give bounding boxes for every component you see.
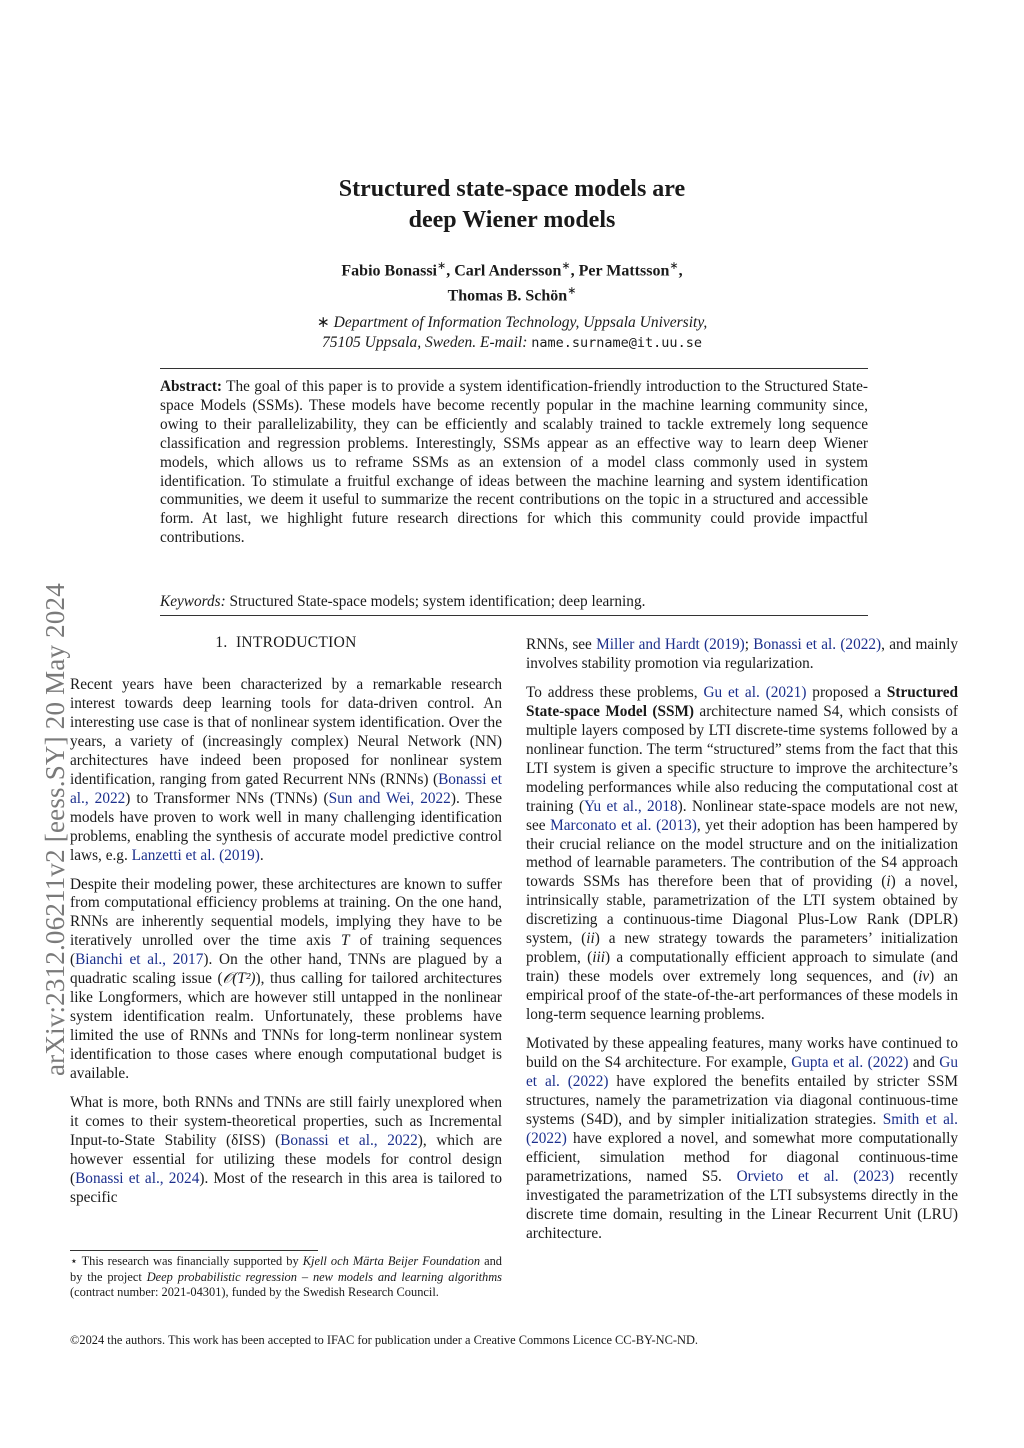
text-run: Recent years have been characterized by a remarkable research interest towards deep learning tools for data-driven control. An interesting use case is that of nonlinear system identification. Over the years, a variety of (increasingly complex) Neural Network (NN) architectures have indeed been proposed for nonlinear system identification, ranging from gated Recurrent NNs (RNNs) (	[70, 676, 502, 788]
text-run: ;	[744, 636, 754, 653]
author-separator: ,	[678, 262, 683, 280]
section-heading	[70, 634, 502, 652]
affiliation-text-2: 75105 Uppsala, Sweden. E-mail:	[322, 334, 528, 351]
email-address: name.surname@it.uu.se	[531, 335, 702, 351]
italic-text: 𝒪(T²)	[222, 970, 256, 988]
author-affiliation-mark: ∗	[669, 260, 679, 272]
text-run: ) an empirical proof of the state-of-the-art performances of these models in long-term sequence learning problems.	[526, 968, 959, 1024]
paragraph	[70, 876, 502, 1084]
copyright-notice: ©2024 the authors. This work has been accepted to IFAC for publication under a Creative Commons Licence CC-BY-NC-ND.	[70, 1333, 698, 1347]
text-run: and	[908, 1054, 940, 1072]
citation: Smith et al. (2022)	[526, 1110, 958, 1147]
authors-line-2	[192, 281, 832, 306]
text-run: ) to Transformer NNs (TNNs) (	[125, 789, 329, 807]
paragraph	[526, 1035, 958, 1243]
authors-line-1	[192, 256, 832, 281]
text-run: .	[259, 846, 264, 864]
footnote	[70, 1254, 502, 1301]
paper-title	[192, 174, 832, 236]
keywords-bottom-rule	[160, 615, 868, 616]
affiliation-line-2	[192, 333, 832, 353]
section-title: INTRODUCTION	[235, 634, 357, 651]
text-run: ). On the other hand, TNNs are plagued by a quadratic scaling issue (	[70, 951, 502, 988]
citation: Gu et al. (2021)	[703, 683, 807, 701]
author-name: Thomas B. Schön	[447, 287, 568, 305]
citation: Bonassi et al., 2022	[280, 1131, 418, 1149]
citation: Lanzetti et al. (2019)	[131, 846, 260, 864]
footnote-rule	[70, 1250, 318, 1251]
text-run: ), thus calling for tailored architectures like Longformers, which are however still untapped in the nonlinear system identification realm. Unfortunately, these problems have limited the use of RNNs and TNNs for long-term nonlinear system identification to those cases where enough computational budget is available.	[70, 970, 502, 1083]
text-run: ). Nonlinear state-space models are not new, see	[526, 797, 958, 834]
italic-text: i	[886, 873, 891, 891]
citation: Bonassi et al. (2022)	[753, 636, 882, 653]
text-run: ). Most of the research in this area is tailored to specific	[70, 1169, 502, 1206]
italic-text: iv	[918, 968, 930, 986]
author-name: Carl Andersson	[454, 262, 562, 280]
text-run: ) a novel, intrinsically stable, parametrization of the LTI system obtained by discretizing a continuous-time Diagonal Plus-Low Rank (DPLR) system, (	[526, 873, 958, 948]
text-run: have explored the benefits entailed by stricter SSM structures, namely the parametrization via diagonal continuous-time systems (S4D), and by simpler initialization strategies.	[526, 1072, 958, 1128]
text-run: of training sequences (	[70, 932, 502, 969]
affiliation-mark: ∗	[316, 314, 330, 331]
author-separator: ,	[446, 262, 455, 280]
citation: Marconato et al. (2013)	[550, 816, 697, 834]
affiliation-line-1	[192, 313, 832, 333]
right-column	[526, 636, 958, 1254]
italic-text: iii	[592, 949, 605, 967]
citation: Gu et al. (2022)	[526, 1054, 958, 1090]
arxiv-identifier: arXiv:2312.06211v2 [eess.SY] 20 May 2024	[40, 583, 70, 1076]
paragraph	[526, 636, 958, 674]
author-name: Fabio Bonassi	[341, 262, 437, 280]
citation: Gupta et al. (2022)	[791, 1054, 909, 1072]
left-column	[70, 676, 502, 1218]
keywords-label: Keywords:	[160, 593, 226, 610]
italic-text: Kjell och Märta Beijer Foundation	[302, 1254, 481, 1268]
keywords	[160, 592, 868, 611]
text-run: What is more, both RNNs and TNNs are still fairly unexplored when it comes to their system-theoretical properties, such as Incremental Input-to-State Stability (δISS) (	[70, 1094, 502, 1149]
citation: Yu et al., 2018	[584, 797, 678, 815]
text-run: Motivated by these appealing features, many works have continued to build on the S4 architecture. For example,	[526, 1035, 958, 1072]
text-run: recently investigated the parametrization of the LTI subsystems directly in the discrete time domain, resulting in the Linear Recurrent Unit (LRU) architecture.	[526, 1167, 959, 1242]
text-run: ), which are however essential for utilizing these models for control design (	[70, 1131, 502, 1187]
text-run: , and mainly involves stability promotion via regularization.	[526, 636, 959, 672]
citation: Miller and Hardt (2019)	[596, 636, 745, 653]
text-run: ) a new strategy towards the parameters’ initialization problem, (	[526, 930, 958, 967]
section-number: 1.	[215, 634, 228, 651]
affiliation-text-1: Department of Information Technology, Uppsala University,	[333, 314, 708, 331]
abstract-text: The goal of this paper is to provide a system identification-friendly introduction to the Structured State-space Models (SSMs). These models have become recently popular in the machine learning community since, owing to their parallelizability, they can be efficiently and scalably trained to tackle extremely long sequence classification and regression problems. Interestingly, SSMs appear as an effective way to learn deep Wiener models, which allows us to reframe SSMs as an extension of a model class commonly used in system identification. To stimulate a fruitful exchange of ideas between the machine learning and system identification communities, we deem it useful to summarize the recent contributions on the topic in a structured and accessible form. At last, we highlight future research directions for which this community could provide impactful contributions.	[160, 378, 868, 547]
italic-text: T	[340, 932, 350, 950]
italic-text: Deep probabilistic regression – new models and learning algorithms	[146, 1269, 502, 1284]
text-run: , yet their adoption has been hampered by their crucial reliance on the model structure and on the initialization method of learnable parameters. The contribution of the S4 approach towards SSMs has therefore been that of providing (	[526, 816, 959, 891]
author-affiliation-mark: ∗	[561, 260, 571, 272]
text-run: architecture named S4, which consists of multiple layers composed by LTI discrete-time systems followed by a nonlinear function. The term “structured” stems from the fact that this LTI system is given a specific structure to improve the architecture’s modeling performances while also reducing the computational cost at training (	[526, 702, 958, 815]
author-name: Per Mattsson	[578, 262, 670, 280]
text-run: (contract number: 2021-04301), funded by the Swedish Research Council.	[70, 1285, 439, 1300]
text-run: have explored a novel, and somewhat more computationally efficient, simulation method for diagonal continuous-time parametrizations, named S5.	[526, 1129, 958, 1185]
abstract-label: Abstract:	[160, 378, 223, 395]
paragraph	[70, 1094, 502, 1208]
text-run: This research was financially supported by	[81, 1254, 303, 1268]
citation: Sun and Wei, 2022	[328, 789, 451, 807]
paragraph	[526, 684, 958, 1025]
citation: Bonassi et al., 2024	[75, 1169, 200, 1187]
italic-text: ii	[586, 930, 595, 948]
affiliation	[192, 313, 832, 353]
bold-text: Structured State-space Model (SSM)	[526, 683, 959, 720]
citation: Orvieto et al. (2023)	[736, 1167, 895, 1185]
title-line-2: deep Wiener models	[408, 207, 616, 233]
text-run: ) a computationally efficient approach to simulate (and train) these models over extremely long sequences, and (	[526, 949, 958, 986]
text-run: and by the project	[70, 1254, 502, 1284]
text-run: ). These models have proven to work well in many challenging identification problems, enabling the synthesis of accurate model predictive control laws, e.g.	[70, 789, 502, 864]
abstract	[160, 378, 868, 548]
abstract-top-rule	[160, 368, 868, 369]
paragraph	[70, 676, 502, 866]
title-line-1: Structured state-space models are	[338, 176, 686, 202]
footnote-mark: ⋆	[70, 1254, 82, 1268]
keywords-text: Structured State-space models; system identification; deep learning.	[229, 593, 646, 610]
citation: Bianchi et al., 2017	[75, 951, 204, 969]
text-run: RNNs, see	[526, 636, 597, 653]
text-run: proposed a	[806, 683, 887, 701]
text-run: To address these problems,	[526, 683, 704, 701]
author-separator: ,	[570, 262, 579, 280]
author-affiliation-mark: ∗	[567, 285, 577, 298]
text-run: Despite their modeling power, these architectures are known to suffer from computational efficiency problems at training. On the one hand, RNNs are inherently sequential models, implying they have to be iteratively unrolled over the time axis	[70, 875, 502, 950]
citation: Bonassi et al., 2022	[70, 770, 503, 807]
author-affiliation-mark: ∗	[437, 260, 447, 272]
author-list	[192, 256, 832, 307]
